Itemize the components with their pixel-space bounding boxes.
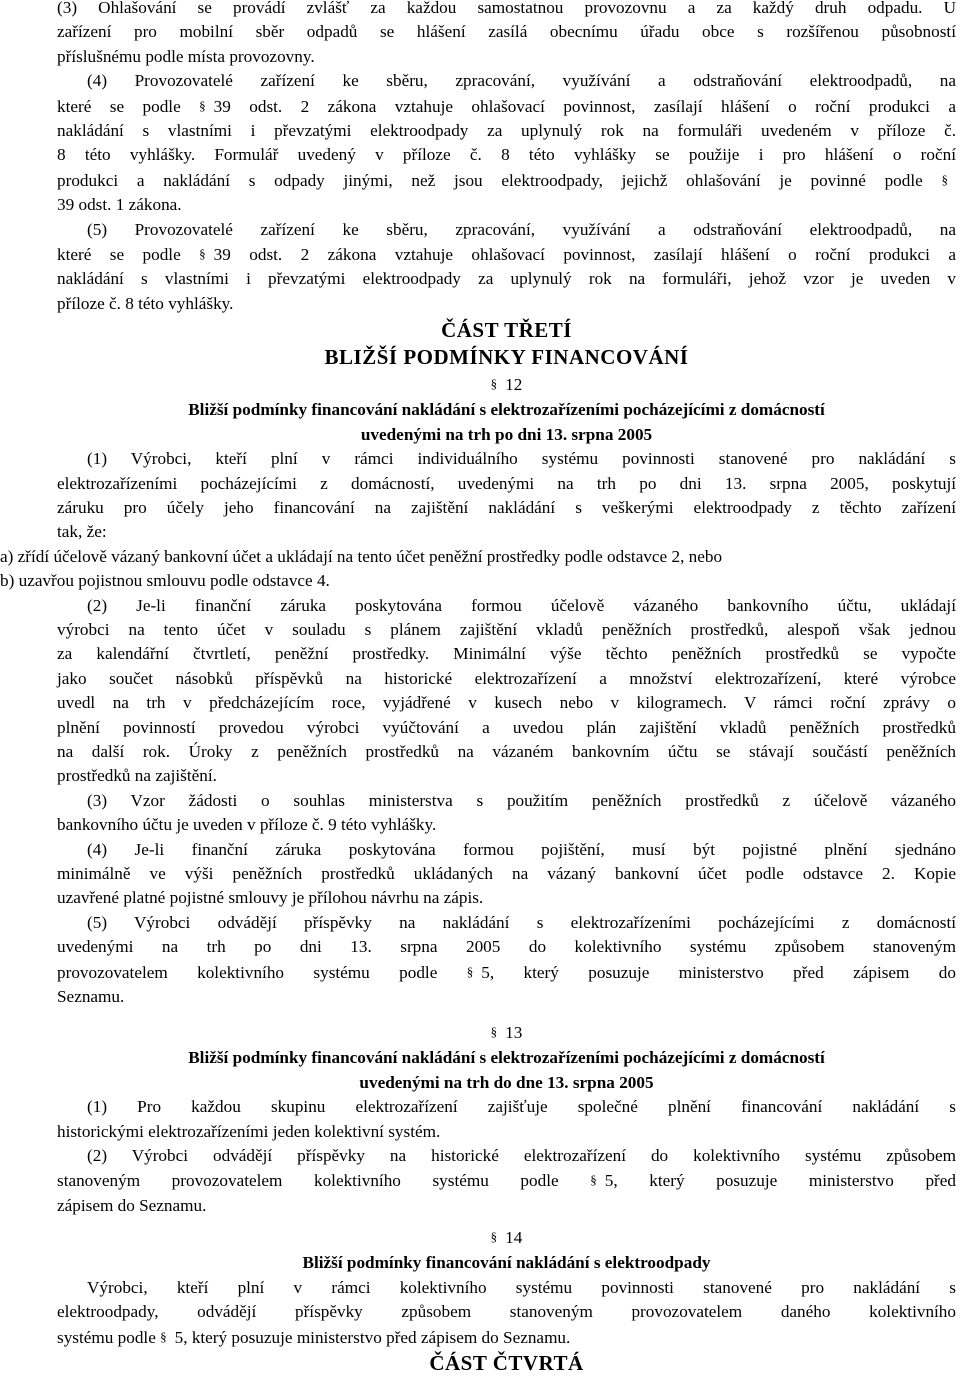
section-title: Bližší podmínky financování nakládání s elektrozařízeními pocházejícími z domácností [188,400,825,420]
text-line: za kalendářní čtvrtletí, peněžní prostředky. Minimální výše těchto peněžních prostředků se vypočte [57,644,956,664]
text-line: elektrozařízeními pocházejícími z domácností, uvedenými na trh po dni 13. srpna 2005, poskytují [57,473,956,493]
text-line [57,960,956,985]
text-line: prostředků na zajištění. [57,766,217,786]
list-item: a) zřídí účelově vázaný bankovní účet a ukládají na tento účet peněžní prostředky podle odstavce 2, nebo [0,546,723,566]
text-fragment: 39 odst. 2 zákona vztahuje ohlašovací povinnost, zasílají hlášení o roční produkci a [213,245,956,265]
paragraph-start: (5) Výrobci odvádějí příspěvky na nakládání s elektrozařízeními pocházejícími z domácností [87,912,956,932]
paragraph-start: (3) Vzor žádosti o souhlas ministerstva s použitím peněžních prostředků z účelově vázaného [87,790,956,810]
part-heading: ČÁST TŘETÍ [441,318,572,343]
section-sign-icon: § [941,171,948,187]
section-title: Bližší podmínky financování nakládání s elektrozařízeními pocházejícími z domácností [188,1048,825,1068]
text-line [57,242,956,267]
text-line [57,94,956,119]
text-line: uvedenými na trh po dni 13. srpna 2005 do kolektivního systému způsobem stanoveným [57,937,956,957]
text-line [57,168,956,193]
section-number-value: 13 [505,1023,523,1043]
section-sign-icon: § [160,1328,167,1344]
paragraph-start: (1) Výrobci, kteří plní v rámci individuálního systému povinnosti stanovené pro nakládání s [87,449,956,469]
text-line: bankovního účtu je uveden v příloze č. 9 této vyhlášky. [57,815,437,835]
text-line: uvedl na trh v předcházejícím roce, vyjádřené v kusech nebo v kilogramech. V rámci roční zprávy o [57,693,956,713]
text-fragment: provozovatelem kolektivního systému podle [57,962,438,982]
section-number [57,1224,956,1251]
section-number-value: 12 [505,375,523,395]
part-heading: ČÁST ČTVRTÁ [429,1350,584,1375]
text-line: (3) Ohlašování se provádí zvlášť za každou samostatnou provozovnu a za každý druh odpadu. U [57,0,956,17]
text-fragment: produkci a nakládání s odpady jinými, než jsou elektroodpady, jejichž ohlašování je povinné podle [57,170,923,190]
text-line: zápisem do Seznamu. [57,1195,207,1215]
text-fragment: které se podle [57,245,181,265]
section-number [57,371,956,398]
text-line: záruku pro účely jeho financování na zajištění nakládání s veškerými elektroodpady z těchto zařízení [57,497,956,517]
text-line: minimálně ve výši peněžních prostředků ukládaných na vázaný bankovní účet podle odstavce 2. Kopie [57,864,956,883]
paragraph-start: Výrobci, kteří plní v rámci kolektivního systému povinnosti stanovené pro nakládání s [87,1277,956,1297]
list-item: b) uzavřou pojistnou smlouvu podle odstavce 4. [0,571,330,591]
section-sign-icon: § [490,1229,498,1245]
text-line: 39 odst. 1 zákona. [57,195,182,215]
text-line: příslušnému podle místa provozovny. [57,46,315,66]
text-line: elektroodpady, odvádějí příspěvky způsobem stanoveným provozovatelem daného kolektivního [57,1302,956,1322]
text-line: uzavřené platné pojistné smlouvy je přílohou návrhu na zápis. [57,888,484,908]
section-sign-icon: § [490,1024,498,1040]
section-sign-icon: § [590,1172,597,1188]
text-fragment: stanoveným provozovatelem kolektivního systému podle [57,1171,559,1191]
section-number [57,1019,956,1046]
part-subheading: BLIŽŠÍ PODMÍNKY FINANCOVÁNÍ [324,345,689,370]
paragraph-start: (4) Provozovatelé zařízení ke sběru, zpracování, využívání a odstraňování elektroodpadů, na [87,71,956,91]
text-line: historickými elektrozařízeními jeden kolektivní systém. [57,1121,441,1141]
text-line: nakládání s vlastními i převzatými elektroodpady za uplynulý rok na formuláři uvedeném v příloze č. [57,121,956,141]
text-fragment: 5, který posuzuje ministerstvo před zápisem do Seznamu. [174,1327,571,1347]
paragraph-start: (2) Výrobci odvádějí příspěvky na historické elektrozařízení do kolektivního systému způsobem [87,1146,956,1166]
section-title: uvedenými na trh do dne 13. srpna 2005 [359,1072,654,1092]
text-line: Seznamu. [57,987,125,1007]
paragraph-start: (1) Pro každou skupinu elektrozařízení zajišťuje společné plnění financování nakládání s [87,1097,956,1117]
text-fragment: 5, který posuzuje ministerstvo před zápisem do [481,962,956,982]
text-fragment: 39 odst. 2 zákona vztahuje ohlašovací povinnost, zasílají hlášení o roční produkci a [213,96,956,116]
text-line: 8 této vyhlášky. Formulář uvedený v příloze č. 8 této vyhlášky se použije i pro hlášení o roční [57,145,956,165]
section-sign-icon: § [466,963,474,979]
paragraph-start: (5) Provozovatelé zařízení ke sběru, zpracování, využívání a odstraňování elektroodpadů, na [87,219,956,239]
text-line: příloze č. 8 této vyhlášky. [57,293,234,313]
text-line: na další rok. Úroky z peněžních prostředků na vázaném bankovním účtu se stávají součástí peněžních [57,741,956,761]
text-fragment: systému podle [57,1327,156,1347]
section-number-value: 14 [505,1228,523,1248]
section-sign-icon: § [490,376,498,392]
text-line: nakládání s vlastními i převzatými elektroodpady za uplynulý rok na formuláři, jehož vzor je uveden v [57,269,956,289]
text-line: zařízení pro mobilní sběr odpadů se hlášení zasílá obecnímu úřadu obce s rozšířenou působností [57,22,956,42]
section-sign-icon: § [199,97,206,113]
paragraph-start: (4) Je-li finanční záruka poskytována formou pojištění, musí být pojistné plnění sjednáno [87,839,956,859]
section-sign-icon: § [199,246,206,262]
text-line: jako součet násobků příspěvků na historické elektrozařízení a množství elektrozařízení, které výrobce [57,668,956,688]
text-fragment: které se podle [57,96,181,116]
text-fragment: 5, který posuzuje ministerstvo před [604,1171,956,1191]
paragraph-start: (2) Je-li finanční záruka poskytována formou účelově vázaného bankovního účtu, ukládají [87,595,956,615]
text-line: plnění povinností provedou výrobci vyúčtování a uvedou plán zajištění vkladů peněžních prostředků [57,717,956,737]
text-line: výrobci na tento účet v souladu s plánem zajištění vkladů peněžních prostředků, alespoň však jednou [57,619,956,639]
section-title: Bližší podmínky financování nakládání s elektroodpady [302,1253,711,1273]
text-line [57,1168,956,1193]
text-line [57,1325,956,1350]
text-line: tak, že: [57,522,107,542]
section-title: uvedenými na trh po dni 13. srpna 2005 [360,424,653,444]
